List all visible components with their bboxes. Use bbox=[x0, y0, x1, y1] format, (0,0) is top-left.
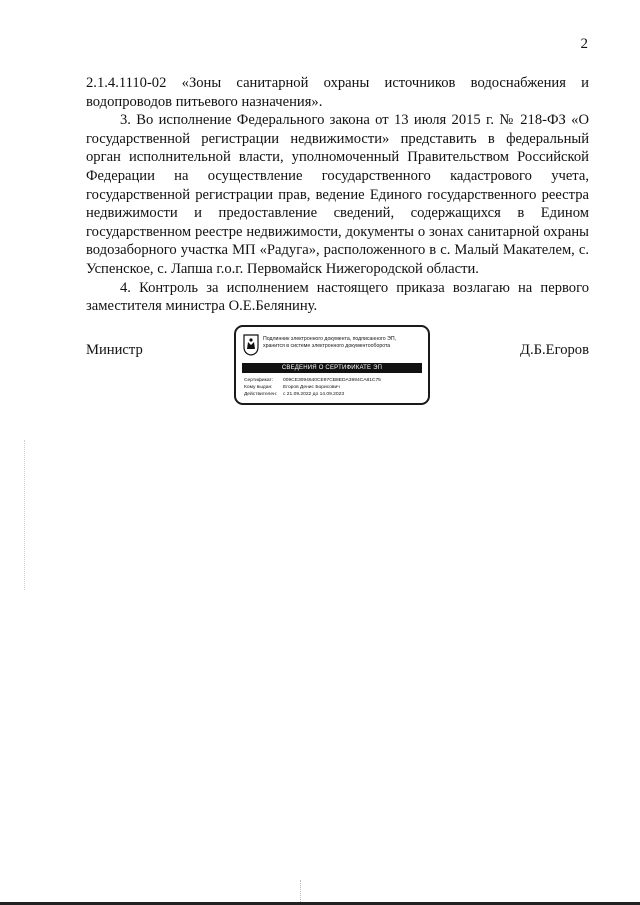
issued-to-label: Кому выдан: bbox=[244, 385, 273, 390]
scan-edge-mark bbox=[24, 440, 26, 590]
certificate-banner: СВЕДЕНИЯ О СЕРТИФИКАТЕ ЭП bbox=[242, 363, 422, 373]
issued-to-row bbox=[244, 385, 340, 391]
page-number: 2 bbox=[580, 36, 588, 52]
certificate-row bbox=[244, 378, 381, 384]
validity-row bbox=[244, 392, 344, 398]
paragraph-continuation: 2.1.4.1110-02 «Зоны санитарной охраны источников водоснабжения и водопроводов питьевого назначения». bbox=[86, 75, 589, 110]
signatory-title: Министр bbox=[86, 342, 143, 358]
paragraph-4: 4. Контроль за исполнением настоящего приказа возлагаю на первого заместителя министра О.Е.Белянину. bbox=[86, 279, 589, 315]
document-body bbox=[86, 74, 589, 316]
validity-value: с 21.09.2022 до 14.09.2023 bbox=[283, 392, 345, 397]
coat-of-arms-icon bbox=[243, 334, 259, 356]
issued-to-value: Егоров Денис Борисович bbox=[283, 385, 340, 390]
stamp-line-2: хранится в системе электронного документооборота bbox=[263, 343, 391, 349]
signatory-name: Д.Б.Егоров bbox=[520, 342, 589, 358]
stamp-line-1: Подлинник электронного документа, подписанного ЭП, bbox=[263, 336, 397, 342]
electronic-signature-stamp bbox=[234, 325, 430, 405]
certificate-value: 009CE3094640CE97CB8EDA3994CA81C75 bbox=[283, 378, 381, 383]
certificate-label: Сертификат: bbox=[244, 378, 274, 383]
paragraph-3: 3. Во исполнение Федерального закона от 13 июля 2015 г. № 218-ФЗ «О государственной регистрации недвижимости» представить в федеральный орган исполнительной власти, уполномоченный Правительством Российской Федерации на осуществление государственного кадастрового учета, государственной регистрации прав, ведение Единого государственного реестра недвижимости и предоставление сведений, содержащихся в Едином государственном реестре недвижимости, документы о зонах санитарной охраны водозаборного участка МП «Радуга», расположенного в с. Малый Макателем, с. Успенское, с. Лапша г.о.г. Первомайск Нижегородской области. bbox=[86, 112, 589, 277]
validity-label: Действителен: bbox=[244, 392, 278, 397]
scan-fold-mark bbox=[300, 880, 302, 902]
